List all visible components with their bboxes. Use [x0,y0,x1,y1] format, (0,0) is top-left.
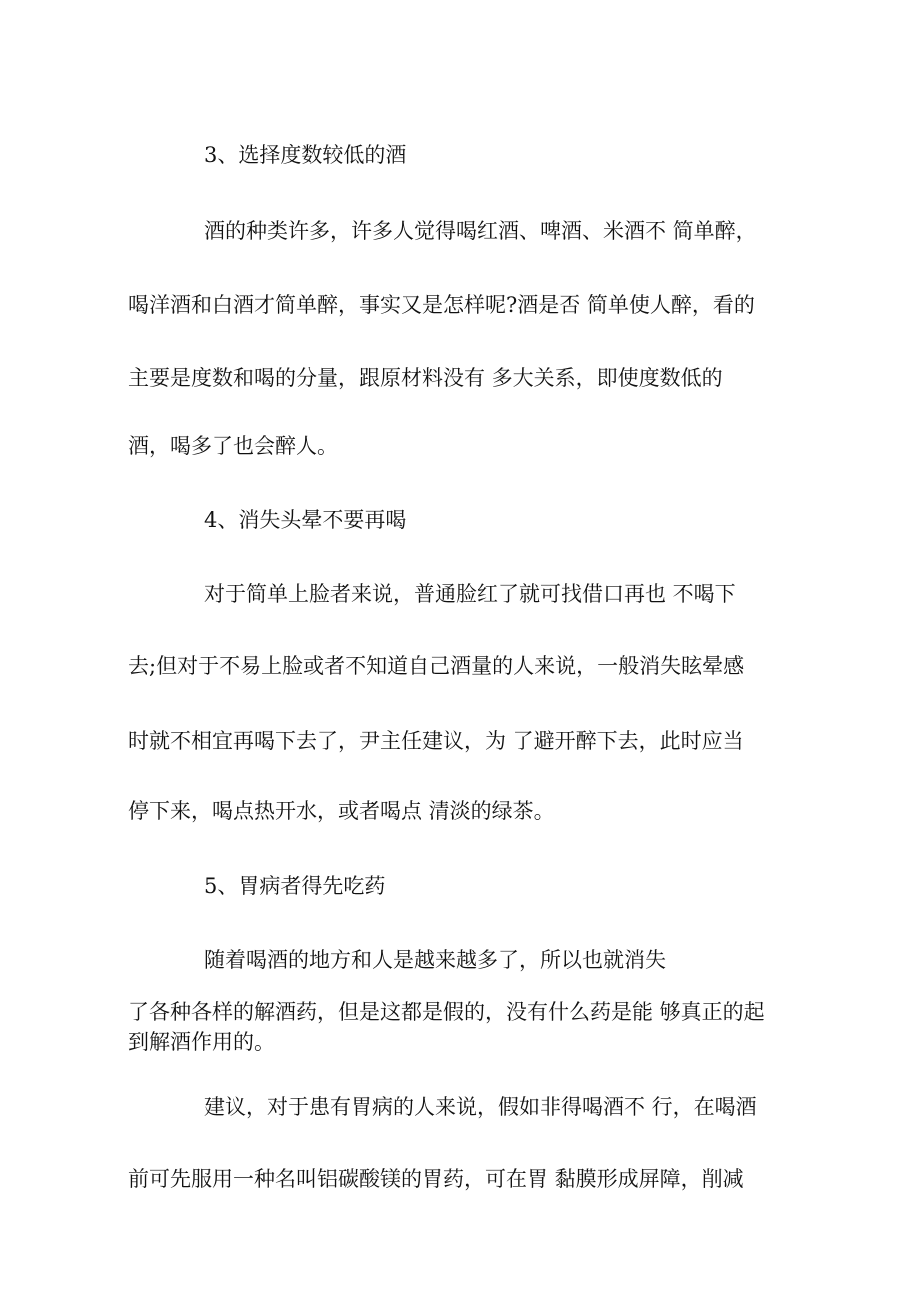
section-heading-3: 3、选择度数较低的酒 [204,143,407,167]
paragraph-line: 了各种各样的解酒药，但是这都是假的，没有什么药是能 够真正的起 [128,1000,765,1024]
paragraph-line: 酒的种类许多，许多人觉得喝红酒、啤酒、米酒不 简单醉， [204,219,757,243]
paragraph-line: 随着喝酒的地方和人是越来越多了，所以也就消失 [204,948,666,972]
paragraph-line: 去;但对于不易上脸或者不知道自己酒量的人来说，一般消失眩晕感 [128,654,745,678]
paragraph-line: 前可先服用一种名叫铝碳酸镁的胃药，可在胃 黏膜形成屏障，削减 [128,1167,744,1191]
section-heading-4: 4、消失头晕不要再喝 [204,508,407,532]
paragraph-line: 酒，喝多了也会醉人。 [128,434,338,458]
paragraph-line: 建议，对于患有胃病的人来说，假如非得喝酒不 行，在喝酒 [204,1095,757,1119]
section-heading-5: 5、胃病者得先吃药 [204,874,386,898]
paragraph-line: 主要是度数和喝的分量，跟原材料没有 多大关系，即使度数低的 [128,366,723,390]
paragraph-line: 到解酒作用的。 [128,1030,275,1054]
paragraph-line: 停下来，喝点热开水，或者喝点 清淡的绿茶。 [128,799,555,823]
paragraph-line: 对于简单上脸者来说，普通脸红了就可找借口再也 不喝下 [204,582,736,606]
paragraph-line: 喝洋酒和白酒才简单醉，事实又是怎样呢?酒是否 简单使人醉，看的 [128,293,755,317]
paragraph-line: 时就不相宜再喝下去了，尹主任建议，为 了避开醉下去，此时应当 [128,729,744,753]
